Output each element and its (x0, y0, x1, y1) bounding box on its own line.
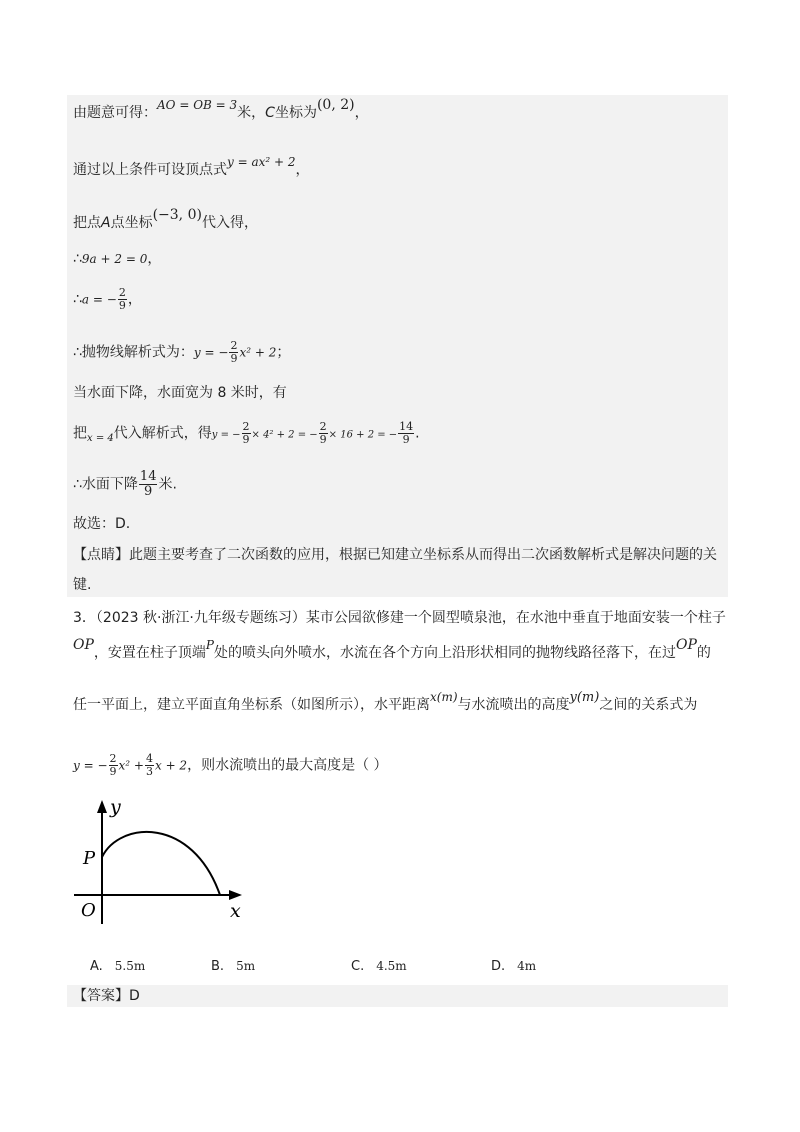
solution-line-1: 由题意可得：AO = OB = 3米，C坐标为(0, 2)， (73, 97, 369, 121)
question-line-3: 任一平面上，建立平面直角坐标系（如图所示），水平距离x(m)与水流喷出的高度y(m)之间的关系式为 (73, 690, 698, 713)
fraction: $\frac{14}{9}$ (139, 469, 157, 499)
y-axis-label: y (110, 796, 121, 818)
option-b[interactable]: B. 5m (211, 959, 256, 974)
question-line-1: 3．（2023 秋·浙江·九年级专题练习）某市公园欲修建一个圆型喷泉池，在水池中垂直于地面安装一个柱子 (73, 610, 726, 626)
x-axis-arrow (229, 890, 242, 900)
fraction: $\frac{14}{9}$ (399, 420, 414, 446)
parabola-curve (102, 832, 220, 895)
parabola-figure (72, 796, 252, 926)
solution-line-7: 当水面下降，水面宽为 8 米时，有 (73, 385, 287, 401)
fraction: $\frac{2}{9}$ (319, 420, 327, 446)
p-label: P (83, 848, 96, 869)
y-axis-arrow (97, 800, 107, 813)
solution-line-8: 把$_{x = 4}$代入解析式，得y = − $\frac{2}{9}$ × 4² + 2 = − $\frac{2}{9}$ × 16 + 2 = − $\frac{14}{9}$ . (73, 420, 420, 446)
fraction: $\frac{4}{3}$ (145, 752, 153, 778)
option-d[interactable]: D. 4m (491, 959, 537, 974)
question-line-2: OP，安置在柱子顶端P处的喷头向外喷水，水流在各个方向上沿形状相同的抛物线路径落下，在过OP的 (73, 637, 711, 661)
solution-line-11: 【点睛】此题主要考查了二次函数的应用，根据已知建立坐标系从而得出二次函数解析式是解决问题的关 (73, 547, 717, 563)
solution-line-5: ∴a = − $\frac{2}{9}$ ， (73, 286, 142, 312)
option-c[interactable]: C. 4.5m (351, 959, 407, 974)
fraction: $\frac{2}{9}$ (230, 339, 238, 365)
origin-label: O (81, 900, 96, 921)
fraction: $\frac{2}{9}$ (118, 286, 126, 312)
x-axis-label: x (230, 900, 241, 922)
solution-line-6: ∴抛物线解析式为：y = − $\frac{2}{9}$ x² + 2； (73, 339, 291, 365)
fraction: $\frac{2}{9}$ (109, 752, 117, 778)
question-line-4: y = − $\frac{2}{9}$ x² + $\frac{4}{3}$ x + 2，则水流喷出的最大高度是（ ） (73, 752, 388, 778)
solution-line-4: ∴9a + 2 = 0， (73, 251, 162, 267)
fraction: $\frac{2}{9}$ (242, 420, 250, 446)
solution-line-12: 键. (73, 577, 92, 593)
solution-line-2: 通过以上条件可设顶点式y = ax² + 2， (73, 155, 310, 178)
option-a[interactable]: A. 5.5m (90, 959, 146, 974)
solution-line-9: ∴水面下降 $\frac{14}{9}$ 米. (73, 469, 177, 499)
answer-line: 【答案】D (73, 988, 140, 1004)
answer-background (67, 985, 728, 1007)
solution-line-10: 故选：D. (73, 516, 131, 532)
solution-line-3: 把点A点坐标(−3, 0)代入得， (73, 207, 258, 231)
